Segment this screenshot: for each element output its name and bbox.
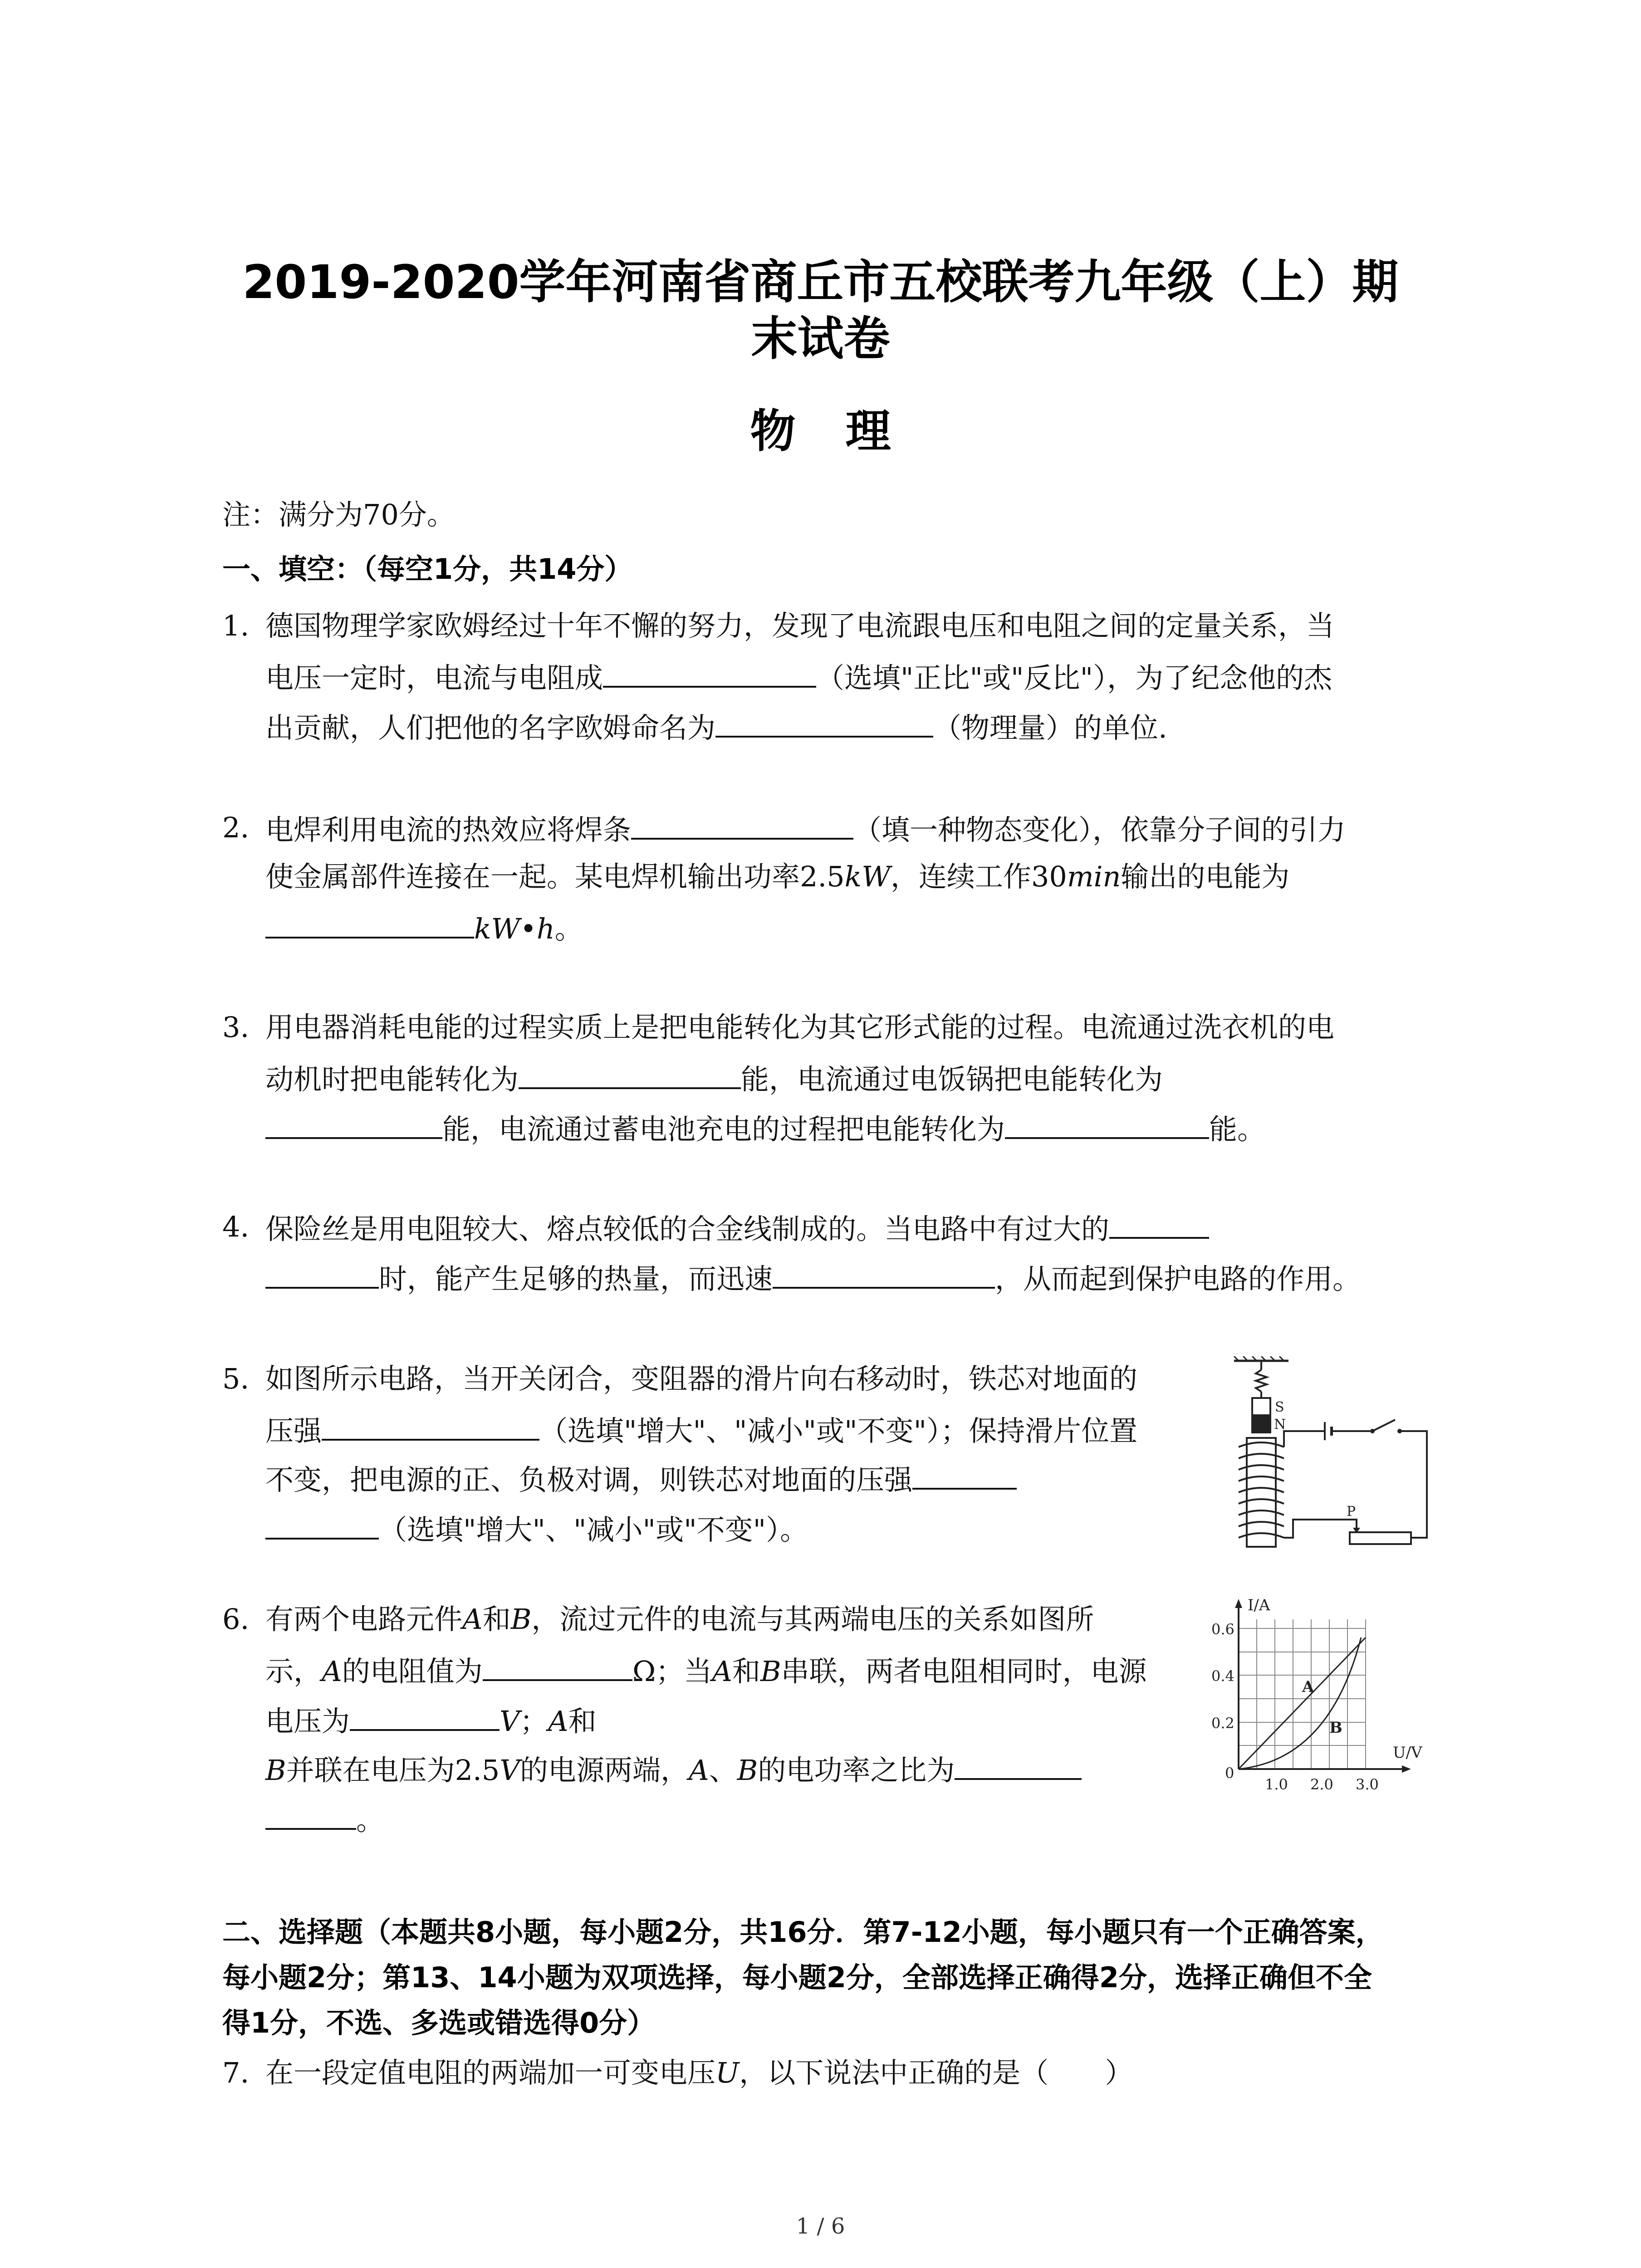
answer-blank[interactable] — [265, 1109, 442, 1139]
answer-blank[interactable] — [631, 810, 853, 840]
voltage-value: 2.5 — [455, 1754, 500, 1787]
x-tick-3.0: 3.0 — [1356, 1776, 1379, 1793]
section1-heading: 一、填空：（每空1分，共14分） — [222, 552, 633, 586]
score-note: 注：满分为70分。 — [222, 498, 455, 531]
question-2-text: ，连续工作 — [890, 860, 1031, 893]
answer-blank[interactable] — [1005, 1109, 1209, 1139]
question-3-text: 能，电流通过蓄电池充电的过程把电能转化为 — [442, 1113, 1005, 1146]
question-5-text: （选填"增大"、"减小"或"不变"）。 — [379, 1513, 808, 1546]
question-6-text: 并联在电压为 — [286, 1754, 455, 1787]
answer-blank[interactable] — [483, 1651, 632, 1681]
question-2-text: （填一种物态变化），依靠分子间的引力 — [853, 813, 1346, 846]
answer-blank[interactable] — [265, 909, 474, 938]
exam-title-line2: 末试卷 — [751, 312, 890, 366]
answer-blank[interactable] — [350, 1701, 500, 1731]
x-tick-1.0: 1.0 — [1265, 1776, 1288, 1793]
question-3-line2 — [265, 1059, 1163, 1098]
y-tick-0.2: 0.2 — [1211, 1715, 1234, 1732]
question-5-number: 5. — [222, 1362, 250, 1395]
component-b: B — [265, 1754, 286, 1787]
curve-b-label: B — [1329, 1719, 1342, 1737]
component-b: B — [510, 1603, 532, 1636]
voltage-symbol: U — [715, 2056, 740, 2089]
question-5-text: 不变，把电源的正、负极对调，则铁芯对地面的压强 — [265, 1463, 913, 1496]
question-6-number: 6. — [222, 1603, 250, 1636]
question-3-number: 3. — [222, 1011, 250, 1044]
question-6-text: 串联，两者电阻相同时，电源 — [781, 1655, 1147, 1688]
answer-blank[interactable] — [715, 708, 933, 738]
component-a: A — [688, 1754, 709, 1787]
question-5-line4 — [265, 1510, 808, 1548]
question-4-line1 — [265, 1209, 1209, 1247]
question-3-text: 能，电流通过电饭锅把电能转化为 — [741, 1063, 1163, 1096]
question-5-line2 — [265, 1411, 1137, 1449]
curve-a-label: A — [1302, 1678, 1314, 1696]
y-axis-label: I/A — [1248, 1597, 1270, 1614]
y-tick-0.4: 0.4 — [1211, 1667, 1234, 1685]
question-1-text: （选填"正比"或"反比"），为了纪念他的杰 — [816, 661, 1332, 694]
question-5-text: 压强 — [265, 1414, 322, 1447]
question-3-text: 动机时把电能转化为 — [265, 1063, 519, 1096]
answer-blank[interactable] — [912, 1460, 1017, 1490]
current-voltage-graph — [1211, 1597, 1465, 1796]
question-1-text: 电压一定时，电流与电阻成 — [265, 661, 603, 694]
question-5-line1: 如图所示电路，当开关闭合，变阻器的滑片向右移动时，铁芯对地面的 — [265, 1362, 1138, 1395]
origin-label: 0 — [1225, 1765, 1234, 1782]
question-6-text: 、 — [709, 1754, 737, 1787]
power-unit: kW — [844, 860, 891, 893]
energy-unit: kW•h — [474, 912, 555, 945]
question-3-line3 — [265, 1109, 1265, 1148]
component-a: A — [322, 1655, 342, 1688]
question-4-number: 4. — [222, 1210, 250, 1243]
question-2-line1 — [265, 810, 1346, 848]
question-6-line1 — [265, 1601, 1094, 1637]
question-7-text: ，以下说法中正确的是（ ） — [739, 2056, 1133, 2089]
answer-blank[interactable] — [265, 1800, 356, 1830]
question-6-text: Ω；当 — [632, 1655, 712, 1688]
question-2-text: 使金属部件连接在一起。某电焊机输出功率 — [265, 860, 800, 893]
question-3-line1: 用电器消耗电能的过程实质上是把电能转化为其它形式能的过程。电流通过洗衣机的电 — [265, 1011, 1335, 1044]
question-1-text: 出贡献，人们把他的名字欧姆命名为 — [265, 711, 716, 744]
answer-blank[interactable] — [519, 1059, 741, 1089]
component-a: A — [548, 1705, 568, 1738]
question-2-text: 。 — [554, 912, 583, 945]
answer-blank[interactable] — [603, 658, 816, 688]
time-unit: min — [1067, 860, 1121, 893]
slider-p-label: P — [1347, 1504, 1356, 1520]
question-2-text: 输出的电能为 — [1121, 860, 1290, 893]
question-6-text: 和 — [568, 1705, 597, 1738]
question-2-number: 2. — [222, 811, 250, 844]
x-tick-2.0: 2.0 — [1310, 1776, 1333, 1793]
component-a: A — [712, 1655, 732, 1688]
question-5-line3 — [265, 1460, 1017, 1498]
magnet-s-label: S — [1275, 1399, 1284, 1415]
question-1-line1: 德国物理学家欧姆经过十年不懈的努力，发现了电流跟电压和电阻之间的定量关系，当 — [265, 609, 1335, 642]
question-6-text: 的电阻值为 — [342, 1655, 483, 1688]
answer-blank[interactable] — [955, 1750, 1082, 1780]
answer-blank[interactable] — [773, 1259, 995, 1289]
circuit-diagram — [1220, 1356, 1434, 1551]
question-4-line2 — [265, 1259, 1361, 1297]
x-axis-label: U/V — [1393, 1744, 1422, 1762]
answer-blank[interactable] — [322, 1411, 539, 1441]
question-2-line2 — [265, 859, 1289, 895]
question-4-text: 时，能产生足够的热量，而迅速 — [379, 1262, 773, 1295]
question-6-text: 和 — [732, 1655, 761, 1688]
question-6-line3 — [265, 1701, 597, 1740]
question-2-text: 电焊利用电流的热效应将焊条 — [265, 813, 632, 846]
component-b: B — [760, 1655, 781, 1688]
component-b: B — [737, 1754, 758, 1787]
question-1-text: （物理量）的单位. — [933, 711, 1167, 744]
question-7-line1 — [265, 2055, 1133, 2091]
question-6-text: ，流过元件的电流与其两端电压的关系如图所 — [531, 1603, 1094, 1636]
voltage-unit: V — [500, 1754, 520, 1787]
question-6-line2 — [265, 1651, 1147, 1690]
question-6-text: 有两个电路元件 — [265, 1603, 463, 1636]
question-6-line4 — [265, 1750, 1082, 1789]
question-6-text: 和 — [482, 1603, 511, 1636]
question-6-line5 — [265, 1800, 384, 1838]
question-7-number: 7. — [222, 2056, 250, 2089]
question-7-text: 在一段定值电阻的两端加一可变电压 — [265, 2056, 716, 2089]
power-value: 2.5 — [800, 860, 845, 893]
question-6-text: 。 — [356, 1804, 385, 1837]
exam-title-line1: 2019-2020学年河南省商丘市五校联考九年级（上）期 — [242, 255, 1399, 309]
question-5-text: （选填"增大"、"减小"或"不变"）；保持滑片位置 — [539, 1414, 1138, 1447]
answer-blank[interactable] — [1109, 1209, 1209, 1239]
time-value: 30 — [1031, 860, 1067, 893]
question-6-text: 电压为 — [265, 1705, 350, 1738]
question-3-text: 能。 — [1209, 1113, 1266, 1146]
question-6-text: 示， — [265, 1655, 322, 1688]
section2-heading-line3: 得1分，不选、多选或错选得0分） — [222, 2006, 656, 2039]
question-6-text: ； — [519, 1705, 548, 1738]
answer-blank[interactable] — [265, 1259, 379, 1289]
y-tick-0.6: 0.6 — [1211, 1621, 1234, 1638]
subject-title: 物理 — [750, 405, 941, 458]
question-2-line3 — [265, 909, 583, 947]
magnet-n-label: N — [1274, 1417, 1286, 1432]
question-6-text: 的电功率之比为 — [758, 1754, 955, 1787]
question-1-line2 — [265, 658, 1332, 696]
page-number: 1 / 6 — [796, 2214, 845, 2239]
component-a: A — [462, 1603, 483, 1636]
answer-blank[interactable] — [265, 1510, 379, 1540]
question-6-text: 的电源两端， — [519, 1754, 689, 1787]
question-4-text: ，从而起到保护电路的作用。 — [995, 1262, 1361, 1295]
section2-heading-line1: 二、选择题（本题共8小题，每小题2分，共16分．第7-12小题，每小题只有一个正确答案， — [222, 1916, 1384, 1949]
question-1-line3 — [265, 708, 1167, 746]
section2-heading-line2: 每小题2分；第13、14小题为双项选择，每小题2分，全部选择正确得2分，选择正确但不全 — [222, 1961, 1372, 1994]
question-4-text: 保险丝是用电阻较大、熔点较低的合金线制成的。当电路中有过大的 — [265, 1212, 1110, 1246]
voltage-unit: V — [500, 1705, 520, 1738]
question-1-number: 1. — [222, 609, 250, 642]
